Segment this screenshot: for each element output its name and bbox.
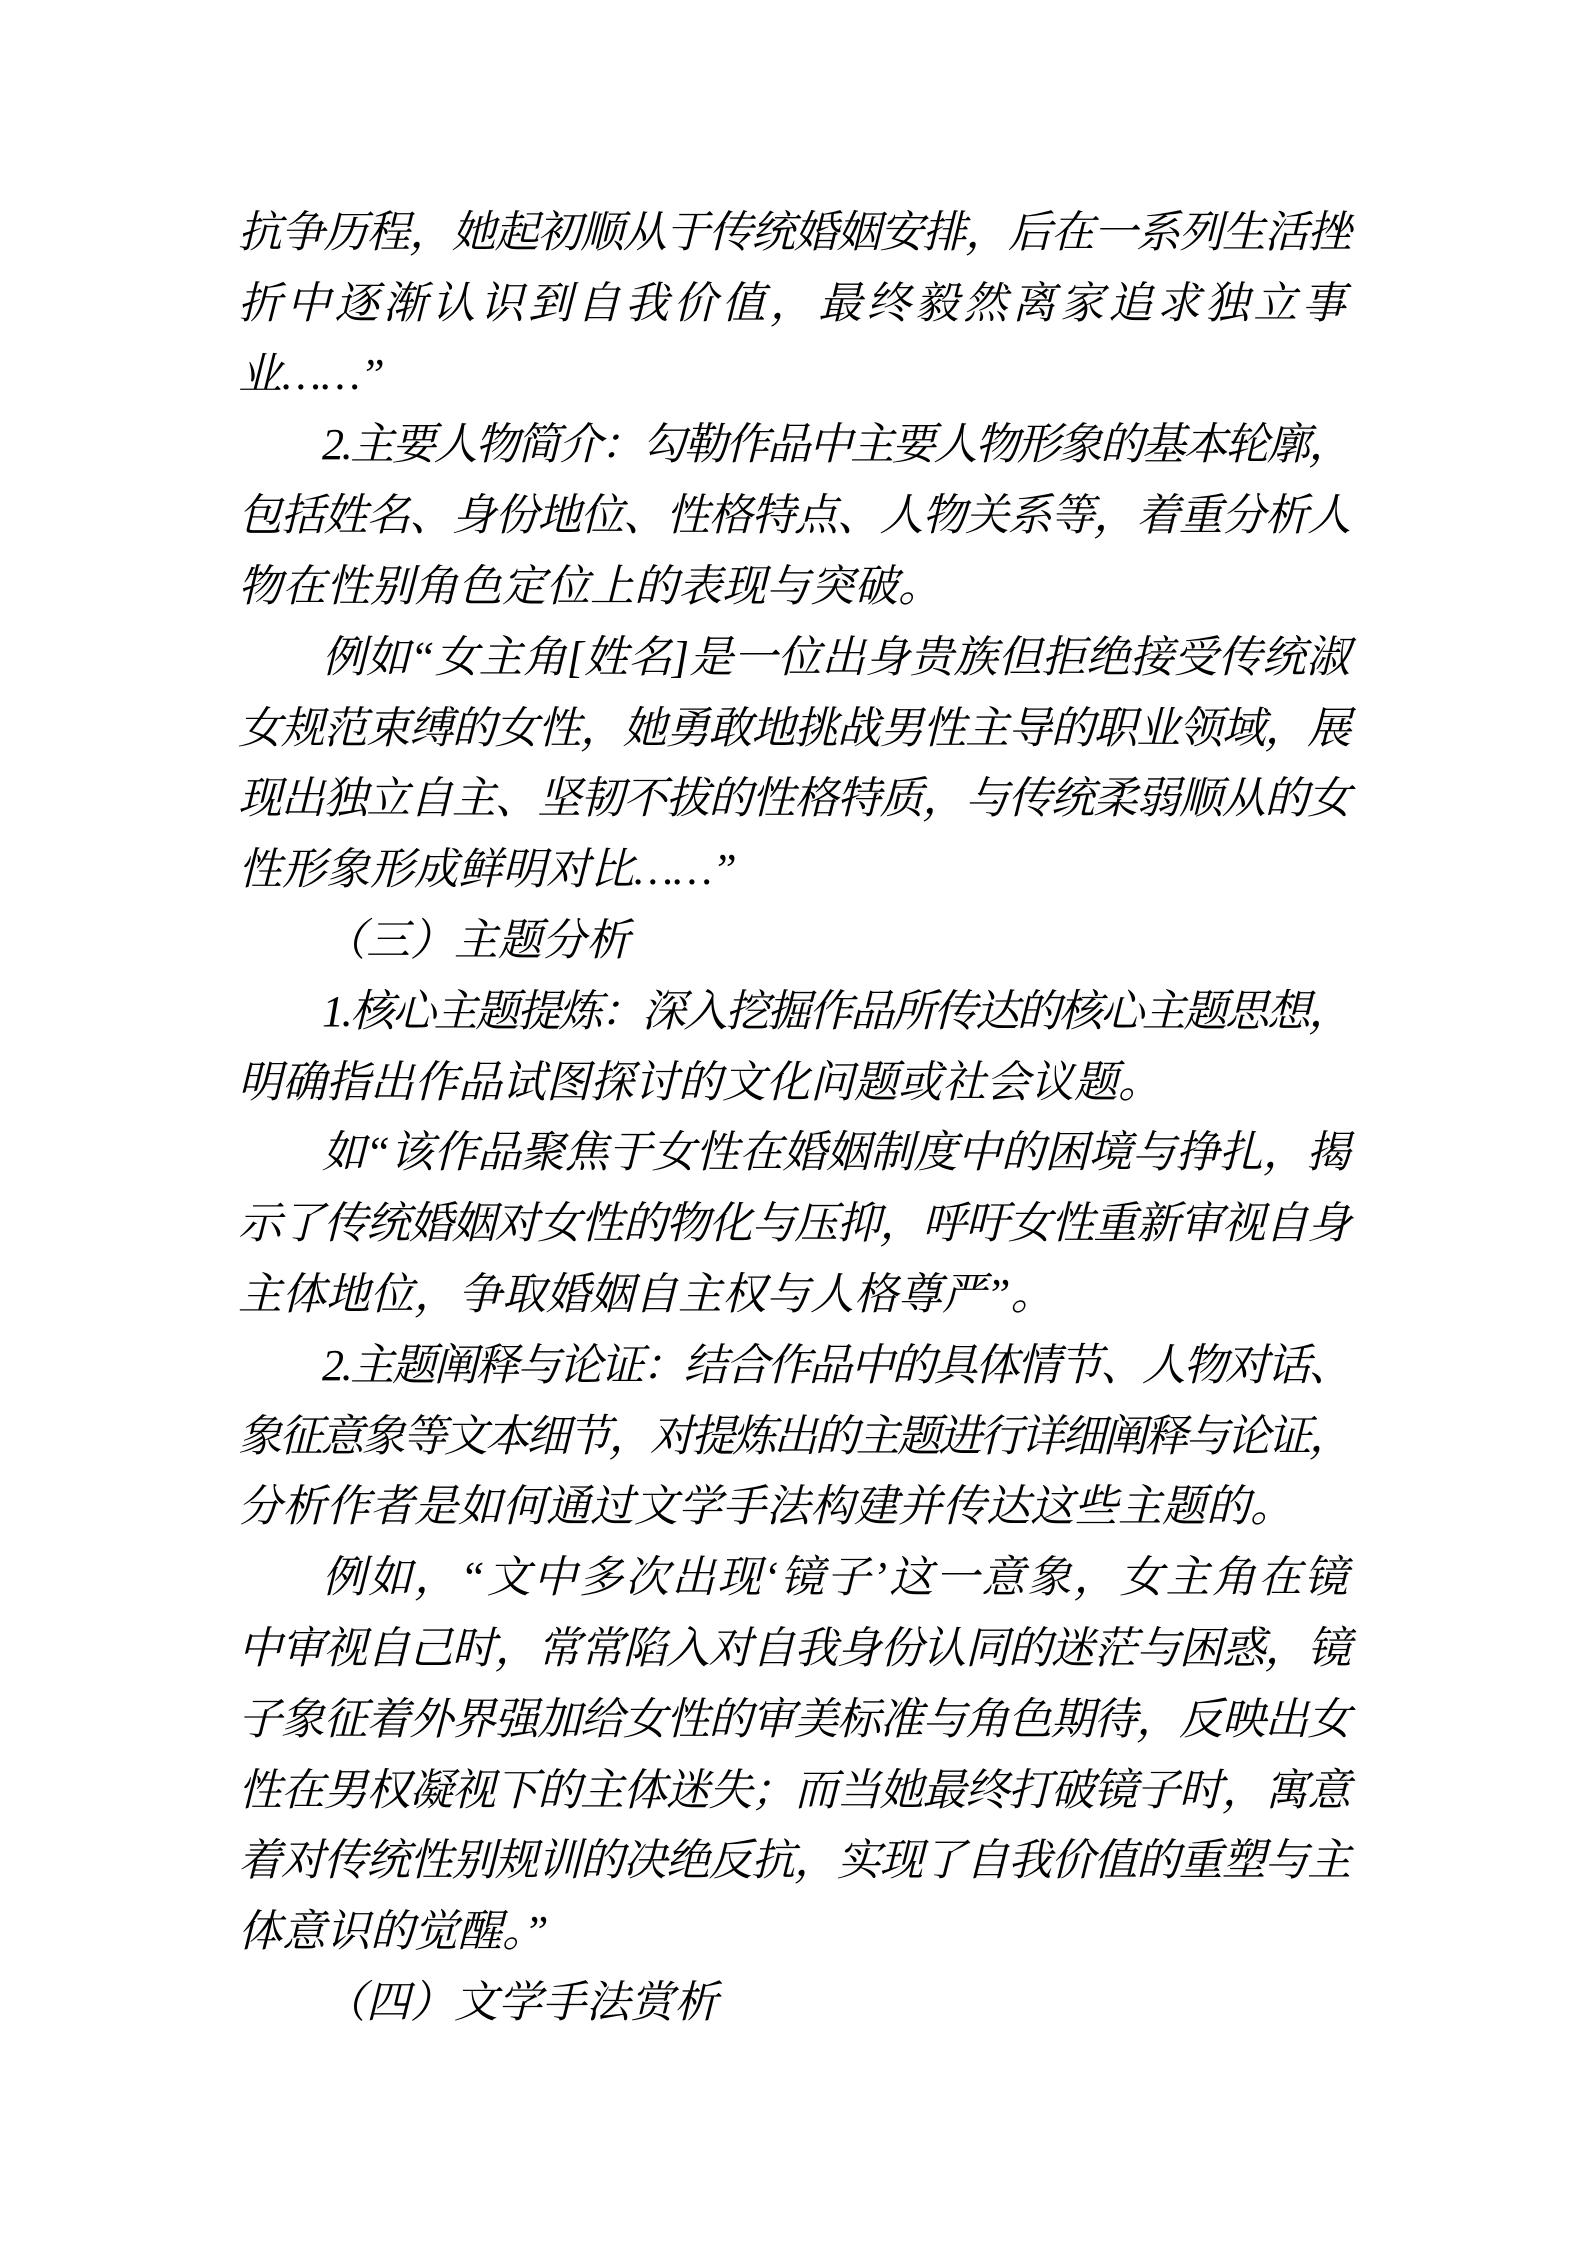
text-line: 2.主题阐释与论证：结合作品中的具体情节、人物对话、: [322, 1340, 1351, 1390]
text-line: 包括姓名、身份地位、性格特点、人物关系等，着重分析人: [238, 491, 1351, 541]
text-line: 分析作者是如何通过文学手法构建并传达这些主题的。: [238, 1482, 1294, 1532]
text-line: 子象征着外界强加给女性的审美标准与角色期待，反映出女: [238, 1694, 1351, 1744]
text-line: 明确指出作品试图探讨的文化问题或社会议题。: [238, 1057, 1162, 1107]
text-line: 中审视自己时，常常陷入对自我身份认同的迷茫与困惑，镜: [238, 1623, 1351, 1673]
text-line: 着对传统性别规训的决绝反抗，实现了自我价值的重塑与主: [238, 1836, 1351, 1886]
document-body: [238, 198, 1350, 2039]
text-line: 体意识的觉醒。”: [238, 1907, 549, 1957]
text-line: 性形象形成鲜明对比……”: [238, 845, 737, 895]
text-line: 业……”: [238, 349, 385, 399]
text-line: 性在男权凝视下的主体迷失；而当她最终打破镜子时，寓意: [238, 1765, 1351, 1815]
text-line: 物在性别角色定位上的表现与突破。: [238, 561, 942, 611]
text-line: 1.核心主题提炼：深入挖掘作品所传达的核心主题思想，: [322, 986, 1351, 1036]
text-line: （四）文学手法赏析: [322, 1977, 718, 2027]
text-line: 如“该作品聚焦于女性在婚姻制度中的困境与挣扎，揭: [322, 1128, 1351, 1178]
text-line: 现出独立自主、坚韧不拔的性格特质，与传统柔弱顺从的女: [238, 774, 1351, 824]
text-line: 例如“女主角[姓名]是一位出身贵族但拒绝接受传统淑: [322, 632, 1350, 682]
text-line: （三）主题分析: [322, 915, 630, 965]
text-line: 2.主要人物简介：勾勒作品中主要人物形象的基本轮廓，: [322, 420, 1351, 470]
text-line: 主体地位，争取婚姻自主权与人格尊严”。: [238, 1269, 1055, 1319]
text-line: 例如，“文中多次出现‘镜子’这一意象，女主角在镜: [322, 1553, 1350, 1603]
text-line: 折中逐渐认识到自我价值，最终毅然离家追求独立事: [238, 278, 1351, 328]
text-line: 示了传统婚姻对女性的物化与压抑，呼吁女性重新审视自身: [238, 1199, 1351, 1249]
text-line: 抗争历程，她起初顺从于传统婚姻安排，后在一系列生活挫: [238, 208, 1351, 257]
text-line: 象征意象等文本细节，对提炼出的主题进行详细阐释与论证，: [238, 1411, 1351, 1461]
text-line: 女规范束缚的女性，她勇敢地挑战男性主导的职业领域，展: [238, 703, 1351, 753]
